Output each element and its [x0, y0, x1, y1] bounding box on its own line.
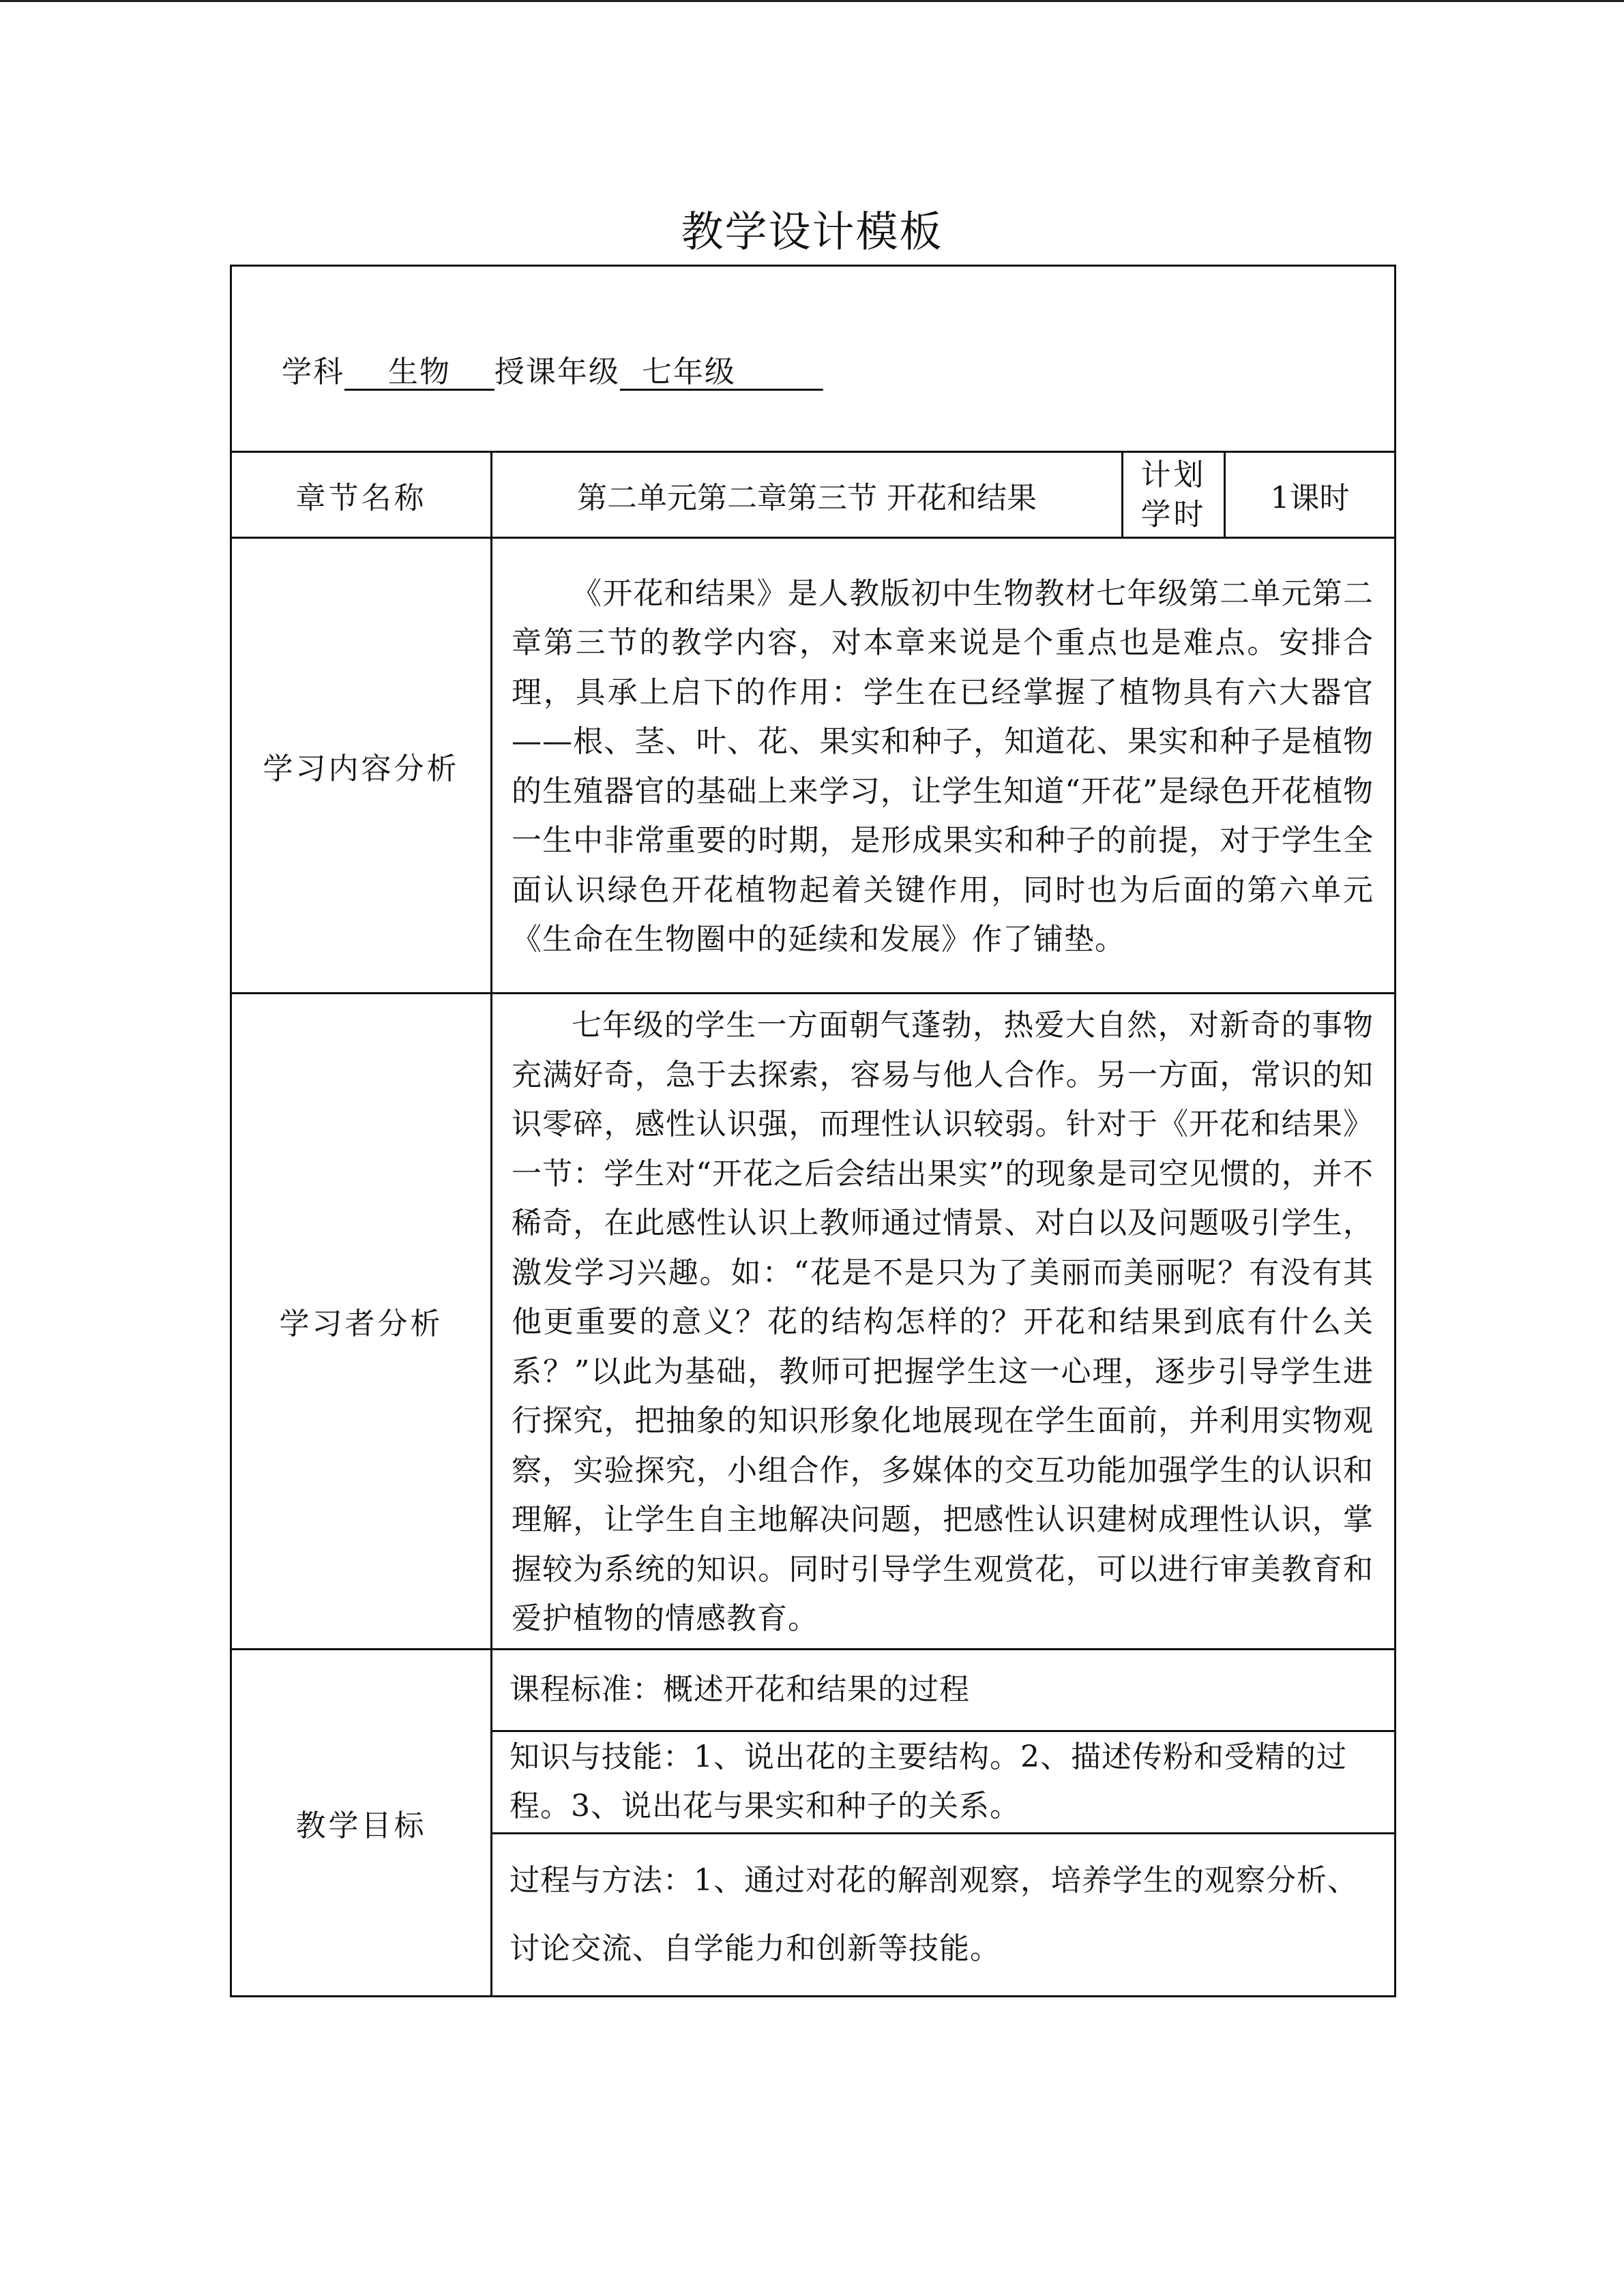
subject-label: 学科 — [282, 355, 344, 389]
header-row — [231, 266, 1396, 452]
chapter-label: 章节名称 — [231, 452, 492, 538]
process-methods-text: 过程与方法：1、通过对花的解剖观察，培养学生的观察分析、讨论交流、自学能力和创新等技能。 — [492, 1833, 1396, 1996]
subject-value: 生物 — [387, 355, 451, 389]
learner-analysis-row — [231, 994, 1396, 1650]
planned-hours-value: 1课时 — [1225, 452, 1396, 538]
lesson-design-table — [230, 265, 1396, 1997]
chapter-value: 第二单元第二章第三节 开花和结果 — [492, 452, 1123, 538]
content-analysis-text: 《开花和结果》是人教版初中生物教材七年级第二单元第二章第三节的教学内容，对本章来说是个重点也是难点。安排合理，具承上启下的作用：学生在已经掌握了植物具有六大器官——根、茎、叶、花、果实和种子，知道花、果实和种子是植物的生殖器官的基础上来学习，让学生知道“开花”是绿色开花植物一生中非常重要的时期，是形成果实和种子的前提，对于学生全面认识绿色开花植物起着关键作用，同时也为后面的第六单元《生命在生物圈中的延续和发展》作了铺垫。 — [492, 538, 1396, 994]
curriculum-standard-text: 课程标准：概述开花和结果的过程 — [492, 1649, 1396, 1731]
teaching-goals-label: 教学目标 — [231, 1649, 492, 1996]
chapter-row — [231, 452, 1396, 538]
grade-value: 七年级 — [641, 355, 736, 389]
learner-analysis-text: 七年级的学生一方面朝气蓬勃，热爱大自然，对新奇的事物充满好奇，急于去探索，容易与他人合作。另一方面，常识的知识零碎，感性认识强，而理性认识较弱。针对于《开花和结果》一节：学生对“开花之后会结出果实”的现象是司空见惯的，并不稀奇，在此感性认识上教师通过情景、对白以及问题吸引学生，激发学习兴趣。如：“花是不是只为了美丽而美丽呢？有没有其他更重要的意义？花的结构怎样的？开花和结果到底有什么关系？”以此为基础，教师可把握学生这一心理，逐步引导学生进行探究，把抽象的知识形象化地展现在学生面前，并利用实物观察，实验探究，小组合作，多媒体的交互功能加强学生的认识和理解，让学生自主地解决问题，把感性认识建树成理性认识，掌握较为系统的知识。同时引导学生观赏花，可以进行审美教育和爱护植物的情感教育。 — [492, 994, 1396, 1650]
planned-hours-label: 计划学时 — [1123, 452, 1225, 538]
content-analysis-row — [231, 538, 1396, 994]
top-border-rule — [0, 0, 1624, 2]
knowledge-skills-text: 知识与技能：1、说出花的主要结构。2、描述传粉和受精的过程。3、说出花与果实和种子的关系。 — [492, 1731, 1396, 1833]
learner-analysis-label: 学习者分析 — [231, 994, 492, 1650]
goals-row-standard — [231, 1649, 1396, 1731]
subject-grade-cell — [231, 266, 1396, 452]
content-analysis-label: 学习内容分析 — [231, 538, 492, 994]
grade-label: 授课年级 — [494, 355, 620, 389]
document-title: 教学设计模板 — [681, 207, 943, 256]
